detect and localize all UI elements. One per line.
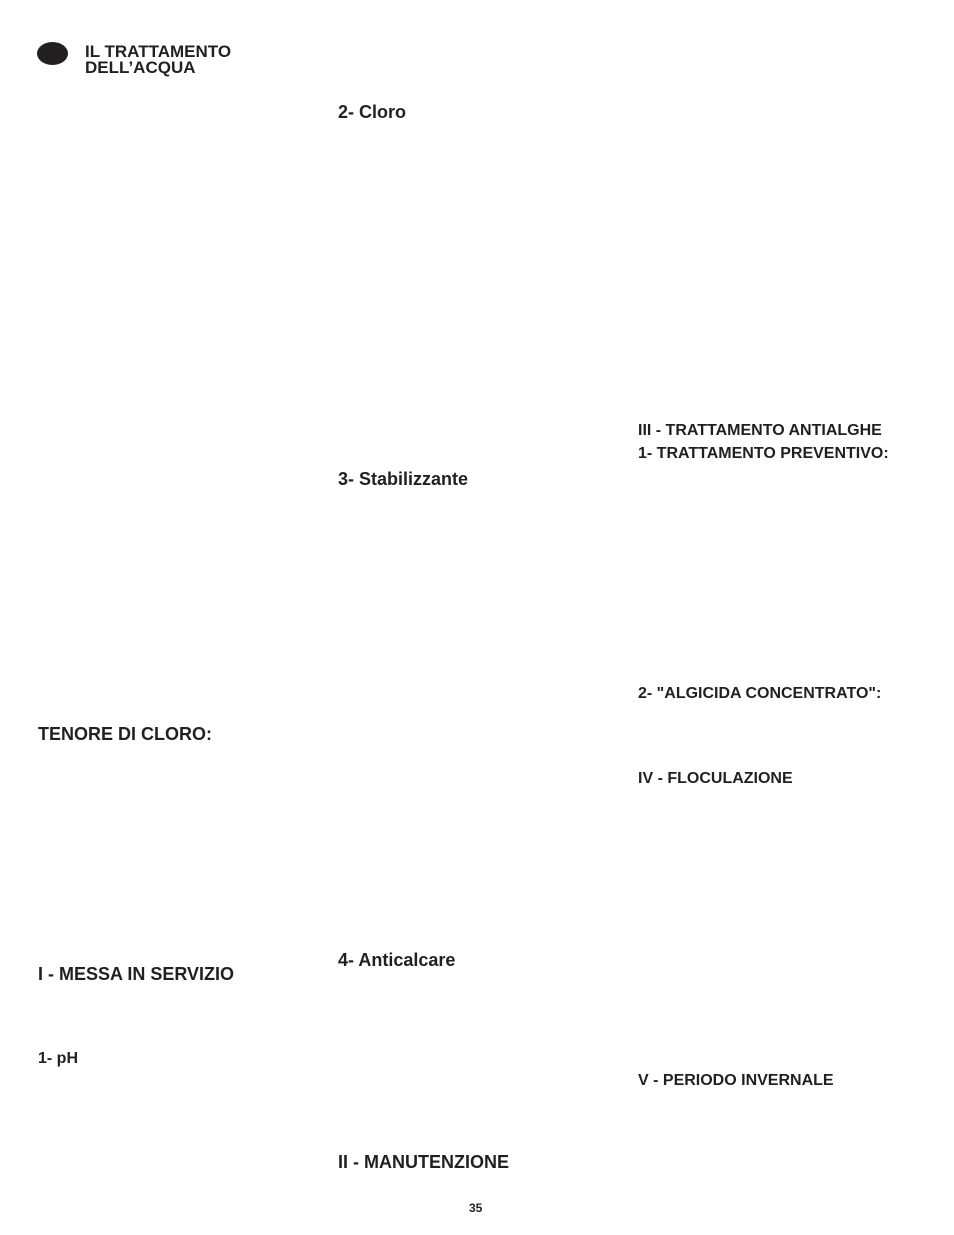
section-bullet-icon (37, 42, 68, 65)
heading-manutenzione: II - MANUTENZIONE (338, 1152, 509, 1172)
page-title-line1: IL TRATTAMENTO (85, 42, 232, 61)
heading-trattamento-preventivo: 1- TRATTAMENTO PREVENTIVO: (638, 445, 889, 462)
heading-trattamento-antialghe: III - TRATTAMENTO ANTIALGHE (638, 422, 882, 439)
page-number: 35 (469, 1201, 483, 1215)
heading-tenore-di-cloro: TENORE DI CLORO: (38, 724, 212, 744)
page-title (85, 44, 231, 76)
heading-stabilizzante: 3- Stabilizzante (338, 469, 469, 489)
page-title-line2: DELL’ACQUA (85, 58, 196, 77)
heading-periodo-invernale: V - PERIODO INVERNALE (638, 1072, 834, 1089)
heading-algicida-concentrato: 2- "ALGICIDA CONCENTRATO": (638, 685, 882, 702)
heading-cloro: 2- Cloro (338, 102, 407, 122)
heading-floculazione: IV - FLOCULAZIONE (638, 770, 793, 787)
heading-anticalcare: 4- Anticalcare (338, 950, 456, 970)
heading-messa-in-servizio: I - MESSA IN SERVIZIO (38, 964, 235, 984)
heading-ph: 1- pH (38, 1050, 78, 1067)
